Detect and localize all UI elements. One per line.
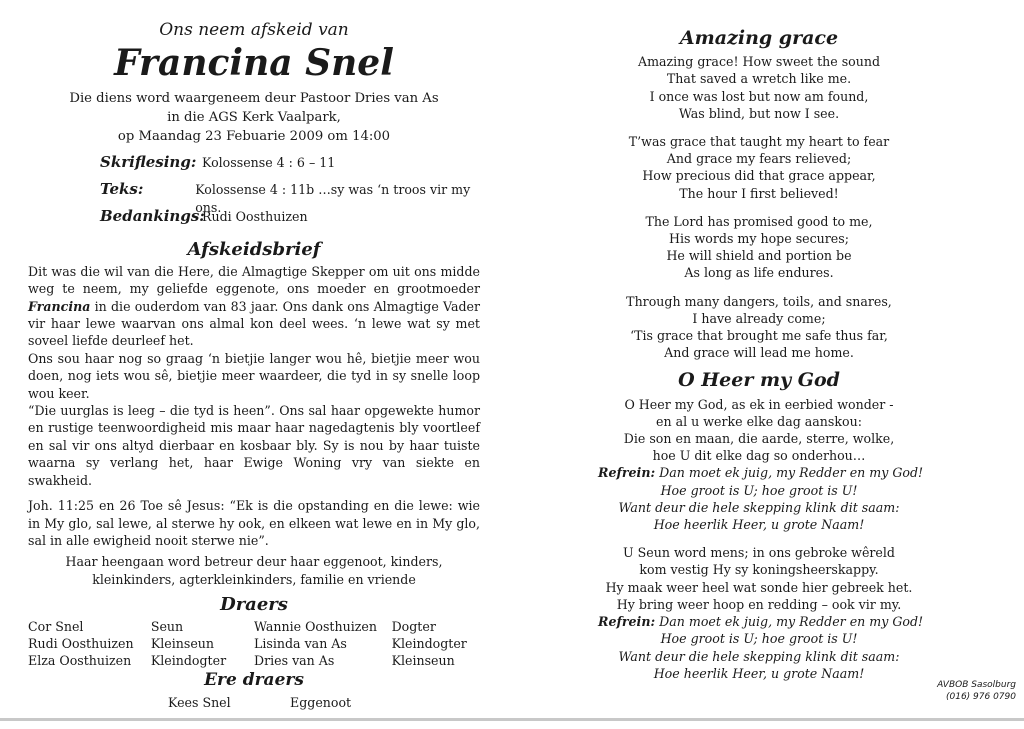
lyric-line: Was blind, but now I see. [678, 105, 840, 121]
lyric-line: hoe U dit elke dag so onderhou… [652, 448, 866, 464]
lyric-line: U Seun word mens; in ons gebroke wêreld [623, 545, 895, 561]
undertaker-phone: (016) 976 0790 [945, 692, 1016, 702]
undertaker-name: AVBOB Sasolburg [937, 680, 1016, 690]
honor-bearers-row [168, 694, 480, 711]
lyric-line: O Heer my God, as ek in eerbied wonder - [624, 396, 894, 412]
song-stanza [598, 544, 924, 682]
song-stanza [598, 53, 920, 122]
refrain-line [598, 464, 924, 481]
lyric-line: His words my hope secures; [669, 231, 849, 247]
lyric-line: Through many dangers, toils, and snares, [626, 293, 892, 309]
refrain-line: Hoe heerlik Heer, u grote Naam! [653, 517, 865, 533]
lyric-line: The Lord has promised good to me, [645, 213, 873, 229]
undertaker-info [926, 679, 1016, 703]
mourned-line: Haar heengaan word betreur deur haar eggenoot, kinders, [65, 554, 443, 570]
service-line: in die AGS Kerk Vaalpark, [167, 110, 341, 126]
service-line: op Maandag 23 Febuarie 2009 om 14:00 [117, 129, 391, 145]
lyric-line: ‘Tis grace that brought me safe thus far, [630, 328, 888, 344]
scripture-quote: Joh. 11:25 en 26 Toe sê Jesus: “Ek is die opstanding en die lewe: wie in My glo, sal lewe, al sterwe hy ook, en elkeen wat lewe en in My glo, sal in alle ewigheid nooit sterwe nie”. [28, 498, 480, 548]
pallbearer-relation: Kleindogter [150, 653, 227, 669]
refrain-text: Dan moet ek juig, my Redder en my God! [659, 465, 924, 481]
pallbearers-title: Draers [220, 594, 288, 616]
right-column [598, 27, 924, 693]
song-stanza [598, 293, 920, 362]
text-label: Teks: [100, 180, 144, 199]
lyric-line: Hy bring weer hoop en redding – ook vir my. [616, 596, 902, 612]
pallbearer-relation: Kleindogter [391, 635, 467, 651]
refrain-label: Refrein: [598, 465, 656, 481]
pallbearers-list [28, 618, 480, 670]
text-row [100, 180, 480, 215]
pallbearer-name: Lisinda van As [254, 635, 347, 651]
lyric-line: And grace my fears relieved; [666, 151, 852, 167]
mourned-by [28, 553, 480, 588]
honor-bearer-relation: Eggenoot [290, 694, 352, 710]
lyric-line: He will shield and portion be [666, 248, 852, 264]
refrain-label: Refrein: [598, 614, 656, 630]
farewell-title: Afskeidsbrief [187, 239, 321, 261]
pallbearer-name: Cor Snel [28, 618, 84, 634]
pallbearer-name: Wannie Oosthuizen [254, 618, 377, 634]
refrain-line: Want deur die hele skepping klink dit saam: [618, 499, 900, 515]
lyric-line: How precious did that grace appear, [642, 168, 876, 184]
lyric-line: T’was grace that taught my heart to fear [628, 134, 890, 150]
deceased-name: Francina Snel [114, 42, 394, 85]
pallbearer-relation: Seun [150, 618, 184, 634]
service-line: Die diens word waargeneem deur Pastoor Dries van As [69, 91, 439, 107]
pallbearer-relation: Kleinseun [391, 653, 455, 669]
pallbearer-name: Elza Oosthuizen [28, 653, 132, 669]
honor-bearers-title: Ere draers [204, 669, 304, 690]
refrain-line [598, 613, 924, 630]
song-stanza [598, 396, 924, 534]
lyric-line: kom vestig Hy sy koningsheerskappy. [639, 562, 879, 578]
refrain-line: Hoe groot is U; hoe groot is U! [660, 482, 858, 498]
song-stanza [598, 133, 920, 202]
lyric-line: Die son en maan, die aarde, sterre, wolke, [623, 431, 895, 447]
scripture-reading-value: Kolossense 4 : 6 – 11 [202, 155, 336, 171]
scripture-reading-label: Skriflesing: [100, 153, 197, 172]
lyric-line: I once was lost but now am found, [649, 88, 869, 104]
farewell-paragraph: “Die uurglas is leeg – die tyd is heen”. Ons sal haar opgewekte humor en rustige teenwoordigheid mis maar haar nagedagtenis bly voortleef en sal vir ons altyd dierbaar en kosbaar bly. Sy is nou by haar tuiste waarna sy verlang het, haar Ewige Woning vry van siekte en swakheid. [28, 403, 480, 488]
relation-column [392, 618, 480, 670]
lyric-line: I have already come; [692, 310, 826, 326]
pallbearers-column [254, 618, 392, 670]
page-edge [0, 718, 1024, 721]
lyric-line: As long as life endures. [684, 265, 834, 281]
song-stanza [598, 213, 920, 282]
lyric-line: Hy maak weer heel wat sonde hier gebreek het. [605, 579, 913, 595]
pallbearer-name: Dries van As [254, 653, 335, 669]
refrain-line: Want deur die hele skepping klink dit saam: [618, 648, 900, 664]
lyric-line: The hour I first believed! [679, 185, 839, 201]
thanks-label: Bedankings: [100, 207, 205, 226]
lyric-line: en al u werke elke dag aanskou: [656, 413, 862, 429]
relation-column [151, 618, 254, 670]
farewell-paragraph [28, 263, 480, 350]
lyric-line: And grace will lead me home. [664, 345, 854, 361]
honor-bearer-name: Kees Snel [168, 694, 231, 710]
lyric-line: Amazing grace! How sweet the sound [637, 54, 881, 70]
farewell-name: Francina [28, 298, 91, 314]
service-info [28, 89, 480, 146]
song-title-amazing-grace: Amazing grace [679, 27, 839, 49]
thanks-value: Rudi Oosthuizen [202, 209, 308, 225]
refrain-text: Dan moet ek juig, my Redder en my God! [659, 614, 924, 630]
farewell-text: in die ouderdom van 83 jaar. Ons dank ons Almagtige Vader vir haar lewe waarvan ons almal kon deel wees. ‘n lewe wat sy met soveel liefde deurleef het. [28, 298, 480, 349]
pallbearer-name: Rudi Oosthuizen [28, 635, 134, 651]
refrain-line: Hoe heerlik Heer, u grote Naam! [653, 665, 865, 681]
pallbearers-column [28, 618, 151, 670]
intro-text: Ons neem afskeid van [159, 20, 349, 40]
song-title-o-heer-my-god: O Heer my God [678, 369, 840, 392]
pallbearer-relation: Dogter [391, 618, 436, 634]
pallbearer-relation: Kleinseun [150, 635, 214, 651]
mourned-line: kleinkinders, agterkleinkinders, familie en vriende [92, 571, 416, 587]
lyric-line: That saved a wretch like me. [666, 71, 852, 87]
farewell-text: Dit was die wil van die Here, die Almagtige Skepper om uit ons midde weg te neem, my geliefde eggenote, ons moeder en grootmoeder [28, 263, 480, 297]
farewell-paragraph: Ons sou haar nog so graag ‘n bietjie langer wou hê, bietjie meer wou doen, nog iets wou sê, bietjie meer waardeer, die tyd in sy snelle loop wou keer. [28, 350, 480, 401]
scripture-reading-row [100, 154, 480, 181]
text-value: Kolossense 4 : 11b …sy was ‘n troos vir my ons. [195, 182, 471, 215]
refrain-line: Hoe groot is U; hoe groot is U! [660, 631, 858, 647]
left-column [28, 22, 480, 711]
